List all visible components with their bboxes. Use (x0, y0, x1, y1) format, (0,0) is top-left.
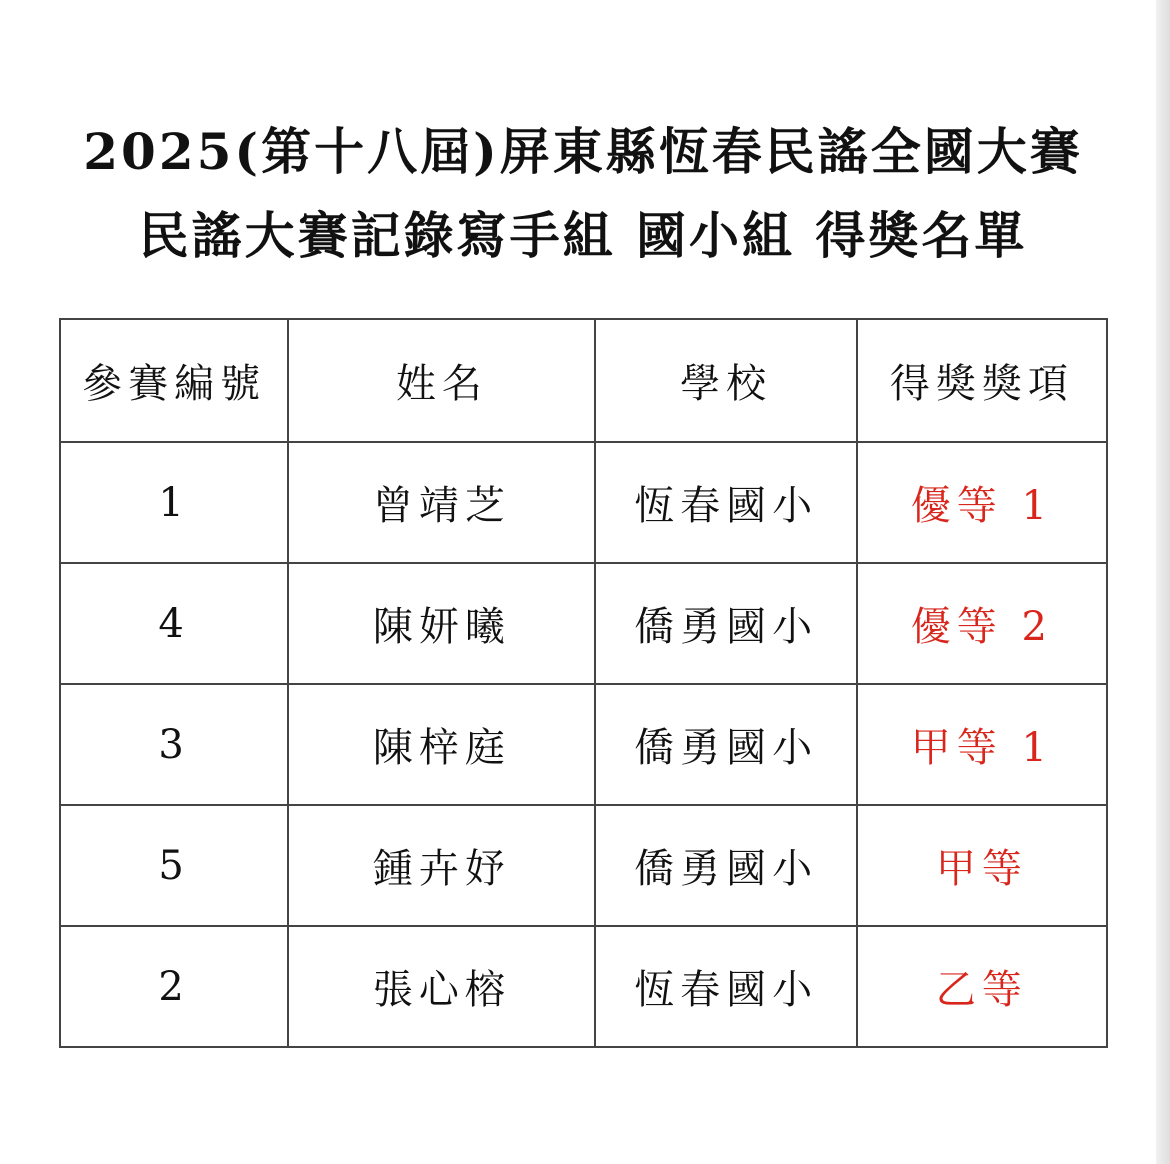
award-cell: 乙等 (857, 926, 1107, 1047)
document-title: 2025(第十八屆)屏東縣恆春民謠全國大賽 (83, 122, 1083, 181)
award-table (59, 318, 1108, 1048)
header-award: 得獎獎項 (857, 319, 1107, 442)
header-name: 姓名 (288, 319, 595, 442)
table-row (60, 926, 1107, 1047)
award-cell: 優等 1 (857, 442, 1107, 563)
table-row (60, 805, 1107, 926)
name-cell: 曾靖芝 (288, 442, 595, 563)
name-cell: 張心榕 (288, 926, 595, 1047)
entry-number-cell: 3 (60, 684, 288, 805)
name-cell: 鍾卉妤 (288, 805, 595, 926)
header-entry-number: 參賽編號 (60, 319, 288, 442)
school-cell: 恆春國小 (595, 926, 856, 1047)
entry-number-cell: 2 (60, 926, 288, 1047)
school-cell: 恆春國小 (595, 442, 856, 563)
page-edge-shadow (1156, 0, 1170, 1164)
award-cell: 甲等 (857, 805, 1107, 926)
entry-number-cell: 4 (60, 563, 288, 684)
entry-number-cell: 5 (60, 805, 288, 926)
school-cell: 僑勇國小 (595, 684, 856, 805)
entry-number-cell: 1 (60, 442, 288, 563)
document-subtitle: 民謠大賽記錄寫手組 國小組 得獎名單 (138, 206, 1028, 265)
school-cell: 僑勇國小 (595, 563, 856, 684)
header-school: 學校 (595, 319, 856, 442)
table-row (60, 442, 1107, 563)
award-cell: 優等 2 (857, 563, 1107, 684)
school-cell: 僑勇國小 (595, 805, 856, 926)
table-header-row (60, 319, 1107, 442)
name-cell: 陳妍曦 (288, 563, 595, 684)
name-cell: 陳梓庭 (288, 684, 595, 805)
table-row (60, 563, 1107, 684)
award-cell: 甲等 1 (857, 684, 1107, 805)
table-row (60, 684, 1107, 805)
